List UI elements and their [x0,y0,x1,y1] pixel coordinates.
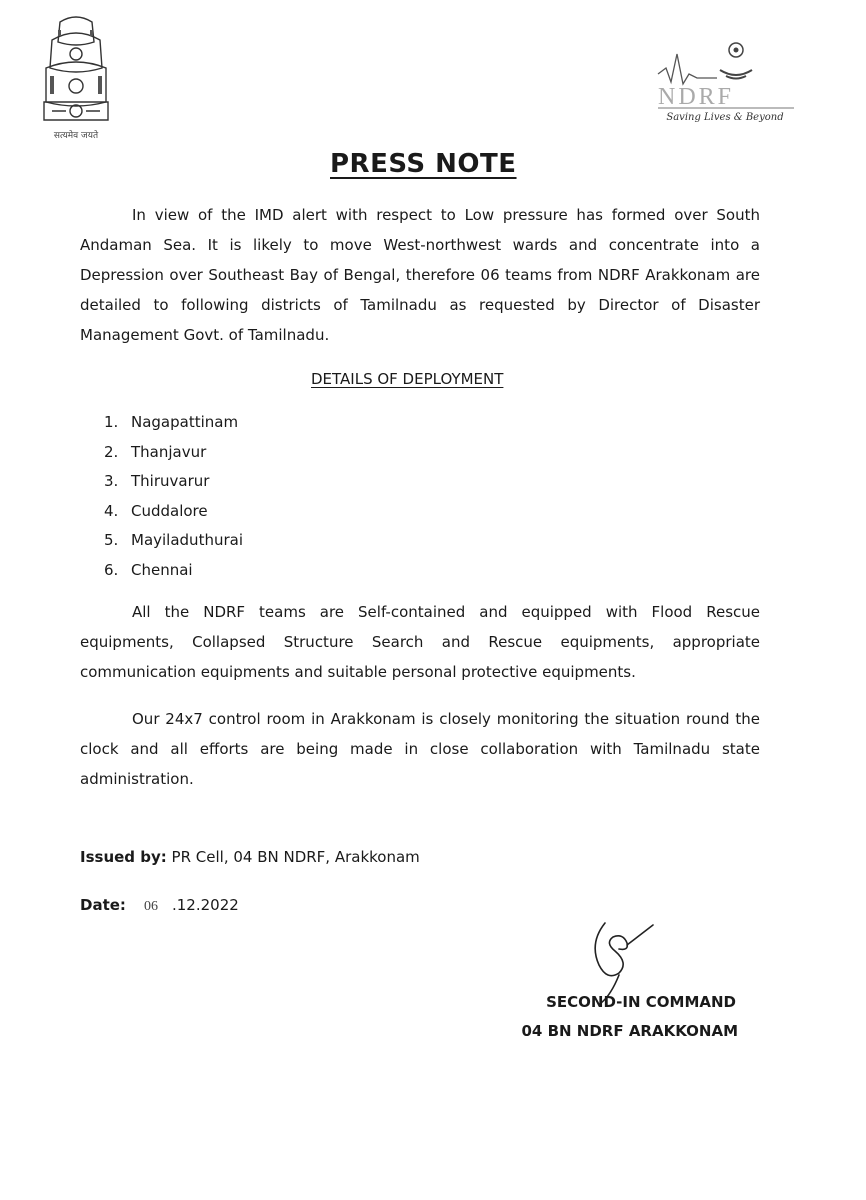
control-room-paragraph [80,704,760,794]
date-line [80,896,239,915]
issued-by [80,848,420,866]
emblem-caption: सत्यमेव जयते [53,131,99,141]
page-title: PRESS NOTE [330,149,517,179]
equipment-paragraph [80,597,760,687]
district-name: Thiruvarur [131,472,210,490]
list-item: 4. Cuddalore [104,501,208,520]
list-item: 6. Chennai [104,560,193,579]
signatory-designation: SECOND-IN COMMAND [546,993,736,1011]
list-item: 1. Nagapattinam [104,413,239,431]
equipment-paragraph-text: All the NDRF teams are Self-contained and equipped with Flood Rescue equipments, Collapsed Structure Search and Rescue equipments, appropriate communication equipments and suitable personal protective equipments. [80,603,760,681]
date-day: 06 [144,899,158,914]
issued-by-value: PR Cell, 04 BN NDRF, Arakkonam [171,848,420,866]
deployment-heading: DETAILS OF DEPLOYMENT [311,370,504,388]
district-name: Cuddalore [131,501,208,520]
date-rest: .12.2022 [172,896,239,914]
district-list [104,408,243,585]
district-name: Nagapattinam [131,413,239,431]
district-name: Thanjavur [131,442,207,461]
list-item: 3. Thiruvarur [104,472,210,490]
ndrf-logo-text: NDRF [658,84,735,110]
control-room-paragraph-text: Our 24x7 control room in Arakkonam is closely monitoring the situation round the clock and all efforts are being made in close collaboration with Tamilnadu state administration. [80,710,760,788]
date-label: Date: [80,896,126,914]
signatory-unit: 04 BN NDRF ARAKKONAM [521,1022,738,1040]
intro-paragraph-text: In view of the IMD alert with respect to Low pressure has formed over South Andaman Sea. It is likely to move West-northwest wards and concentrate into a Depression over Southeast Bay of Bengal, therefore 06 teams from NDRF Arakkonam are detailed to following districts of Tamilnadu as requested by Director of Disaster Management Govt. of Tamilnadu. [80,206,760,344]
list-item: 5. Mayiladuthurai [104,531,243,549]
issued-by-label: Issued by: [80,848,167,866]
list-item: 2. Thanjavur [104,442,207,461]
ndrf-tagline: Saving Lives & Beyond [666,112,784,123]
district-name: Mayiladuthurai [131,531,243,549]
intro-paragraph [80,200,760,350]
signatory-block [506,988,738,1046]
district-name: Chennai [131,560,193,579]
